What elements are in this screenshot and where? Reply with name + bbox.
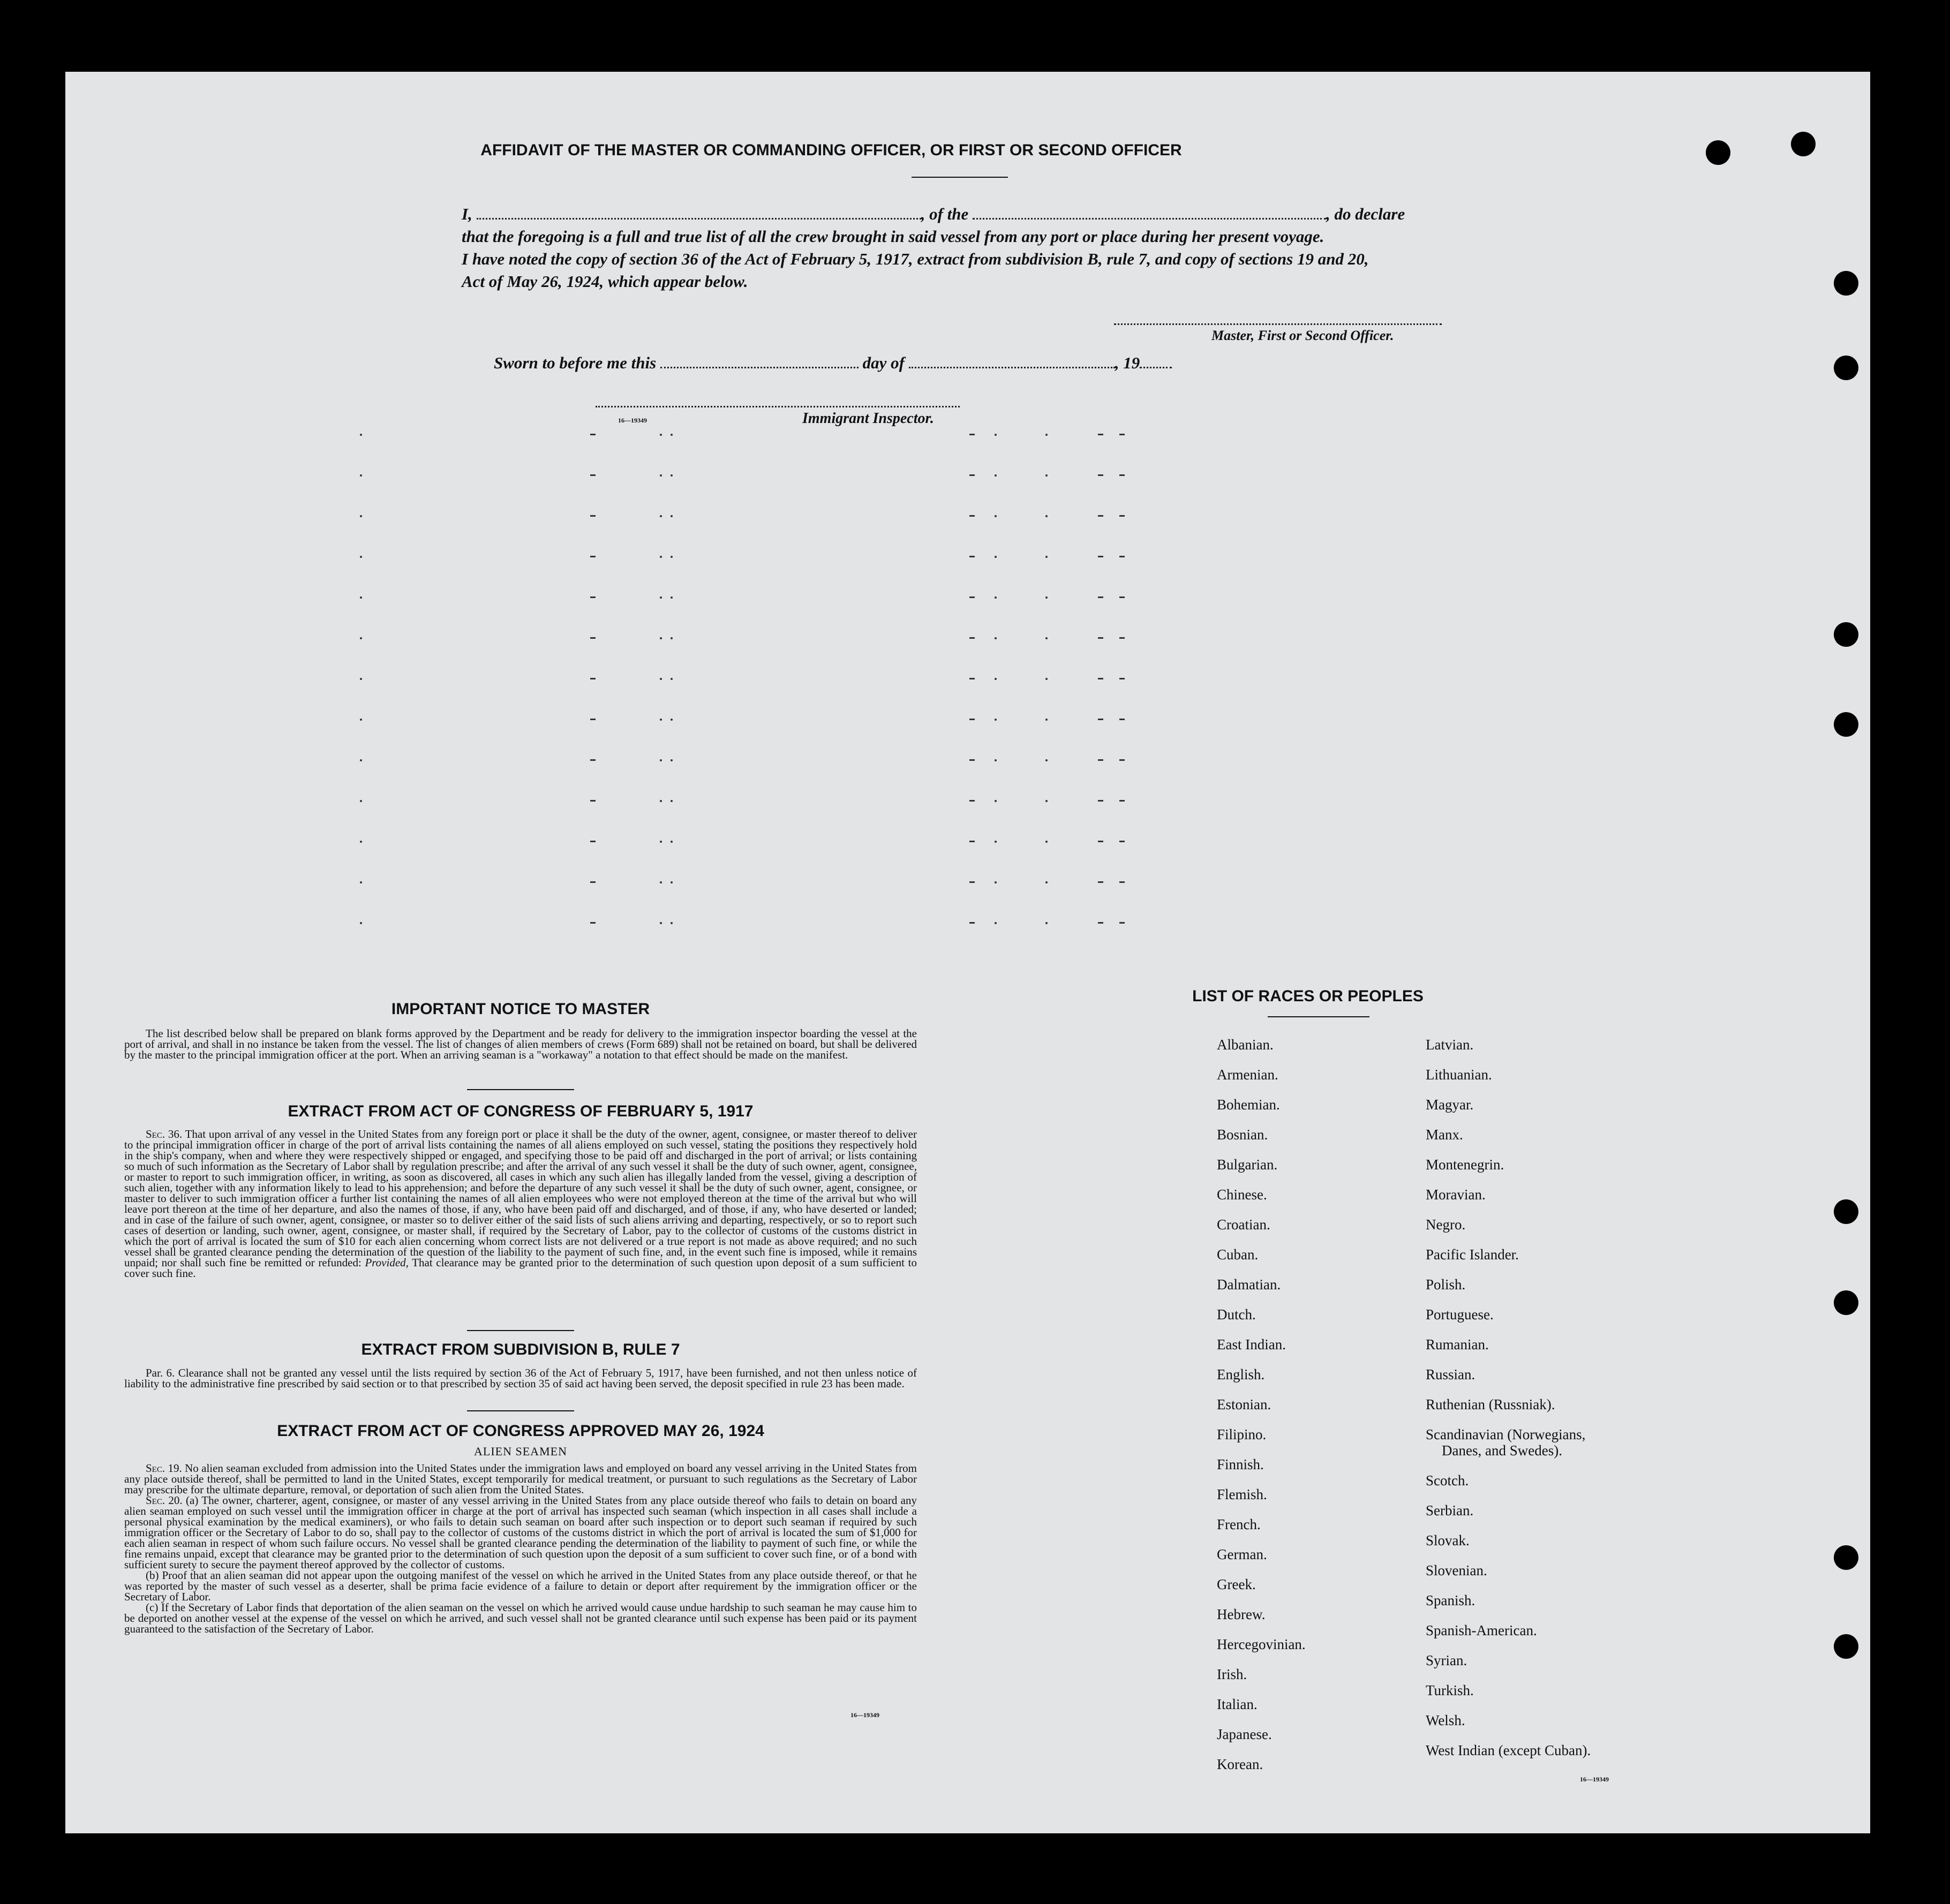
scan-mark — [671, 800, 673, 802]
race-item: Welsh. — [1426, 1712, 1465, 1728]
alien-seamen-subheading: ALIEN SEAMEN — [474, 1445, 567, 1458]
scan-mark — [660, 556, 662, 558]
scan-mark — [360, 434, 362, 436]
affidavit-line-1 — [462, 205, 1533, 224]
notice-text — [124, 1028, 917, 1060]
scan-mark — [660, 434, 662, 436]
race-item: Dalmatian. — [1217, 1276, 1281, 1293]
scan-mark — [671, 434, 673, 436]
scan-mark — [360, 637, 362, 639]
race-item: Spanish-American. — [1426, 1622, 1537, 1638]
scan-mark — [995, 637, 997, 639]
title-underline — [912, 177, 1008, 178]
rule-7-text — [124, 1367, 917, 1389]
scan-mark — [671, 719, 673, 721]
race-item: Negro. — [1426, 1217, 1466, 1233]
scan-mark — [671, 596, 673, 599]
section-divider — [467, 1410, 574, 1411]
scan-mark — [590, 678, 596, 679]
inspector-form-number: 16—19349 — [618, 417, 647, 424]
day-of-label: day of — [862, 353, 905, 372]
sworn-year-field[interactable] — [1140, 367, 1172, 368]
scan-mark — [660, 678, 662, 680]
scan-mark — [1045, 637, 1048, 639]
scan-mark — [360, 719, 362, 721]
scan-mark — [1098, 515, 1103, 517]
scan-mark — [1045, 515, 1048, 517]
race-item: Ruthenian (Russniak). — [1426, 1396, 1555, 1412]
punch-hole-icon — [1834, 1634, 1858, 1659]
punch-hole-icon — [1834, 1545, 1858, 1570]
scan-mark — [995, 881, 997, 883]
scan-mark — [1098, 922, 1103, 924]
scan-mark — [590, 800, 596, 802]
scan-mark — [1119, 637, 1125, 639]
race-item: Bosnian. — [1217, 1127, 1268, 1143]
scan-mark — [590, 922, 596, 924]
scan-mark — [995, 434, 997, 436]
signature-label: Master, First or Second Officer. — [1211, 328, 1394, 343]
scan-mark — [1045, 434, 1048, 436]
scan-mark — [995, 800, 997, 802]
scan-mark — [969, 678, 975, 679]
scan-mark — [969, 515, 975, 517]
scan-mark — [969, 922, 975, 924]
inspector-label: Immigrant Inspector. — [802, 410, 934, 427]
race-item: Serbian. — [1426, 1502, 1474, 1518]
race-item: Filipino. — [1217, 1426, 1267, 1442]
of-the-label: , of the — [921, 205, 969, 223]
scan-mark — [1098, 596, 1103, 598]
punch-hole-icon — [1834, 622, 1858, 647]
scan-mark — [671, 678, 673, 680]
sworn-line — [494, 353, 1172, 373]
scan-mark — [995, 759, 997, 761]
affidavit-line-3: I have noted the copy of section 36 of the Act of February 5, 1917, extract from subdivision B, rule 7, and copy of sections 19 and 20, — [462, 250, 1369, 268]
scan-mark — [1098, 719, 1103, 720]
race-item: English. — [1217, 1366, 1265, 1382]
scan-mark — [995, 841, 997, 843]
scan-mark — [360, 474, 362, 477]
punch-hole-icon — [1834, 1199, 1858, 1224]
scan-mark — [1098, 881, 1103, 883]
scan-mark — [1119, 474, 1125, 476]
scan-mark — [590, 841, 596, 842]
scan-mark — [360, 678, 362, 680]
scan-mark — [1045, 678, 1048, 680]
scan-mark — [995, 596, 997, 599]
scan-mark — [1098, 759, 1103, 761]
race-item: Chinese. — [1217, 1187, 1267, 1203]
race-item: Albanian. — [1217, 1037, 1274, 1053]
race-item: Japanese. — [1217, 1726, 1272, 1742]
scan-mark — [1045, 759, 1048, 761]
race-item: Hercegovinian. — [1217, 1636, 1306, 1652]
sworn-day-field[interactable] — [660, 367, 859, 368]
scan-mark — [660, 922, 662, 924]
extract-1924-text — [124, 1463, 917, 1634]
scan-mark — [969, 596, 975, 598]
scan-mark — [671, 556, 673, 558]
scan-mark — [671, 922, 673, 924]
race-item: Cuban. — [1217, 1246, 1259, 1263]
scan-mark — [1119, 759, 1125, 761]
race-item: Estonian. — [1217, 1396, 1271, 1412]
scan-mark — [1119, 678, 1125, 679]
punch-hole-icon — [1834, 712, 1858, 737]
scan-mark — [590, 434, 596, 435]
scan-mark — [671, 637, 673, 639]
scan-mark — [360, 800, 362, 802]
scan-mark — [671, 759, 673, 761]
race-item: Scandinavian (Norwegians, — [1426, 1426, 1586, 1442]
race-item: Dutch. — [1217, 1306, 1256, 1323]
scan-mark — [660, 515, 662, 517]
scan-mark — [1098, 556, 1103, 557]
rule-7-body: Par. 6. Clearance shall not be granted any vessel until the lists required by section 36 of the Act of February 5, 1917, have been furnished, and not then unless notice of liability to the administrative fine prescribed by said section or to that prescribed by section 35 of said act having been served, the deposit specified in rule 23 has been made. — [124, 1366, 917, 1390]
race-item: East Indian. — [1217, 1336, 1286, 1353]
scan-mark — [1119, 719, 1125, 720]
sec-20c-body: (c) If the Secretary of Labor finds that deportation of the alien seaman on the vessel on which he arrived would cause undue hardship to such seaman he may cause him to be deported on another vessel at the expense of the vessel on which he arrived, and such vessel shall not be granted clearance until such expense has been paid or its payment guaranteed to the satisfaction of the Secretary of Labor. — [124, 1601, 917, 1635]
race-item: Spanish. — [1426, 1592, 1475, 1608]
scan-mark — [360, 596, 362, 599]
race-item: Scotch. — [1426, 1472, 1469, 1489]
race-item: Hebrew. — [1217, 1606, 1266, 1622]
name-field[interactable] — [477, 218, 921, 220]
scan-mark — [1045, 719, 1048, 721]
scan-mark — [995, 474, 997, 477]
scan-mark — [360, 556, 362, 558]
scan-mark — [1045, 474, 1048, 477]
scan-mark — [1119, 800, 1125, 802]
form-sheet — [65, 72, 1870, 1833]
do-declare-label: , do declare — [1326, 205, 1405, 223]
scan-mark — [590, 759, 596, 761]
scan-mark — [671, 881, 673, 883]
scan-mark — [995, 556, 997, 558]
race-item: Turkish. — [1426, 1682, 1474, 1698]
race-item: Lithuanian. — [1426, 1067, 1492, 1083]
punch-hole-icon — [1706, 140, 1730, 165]
scan-mark — [969, 881, 975, 883]
scan-mark — [1098, 637, 1103, 639]
race-item: Croatian. — [1217, 1217, 1270, 1233]
punch-hole-icon — [1834, 1290, 1858, 1315]
scan-mark — [995, 719, 997, 721]
race-item: Italian. — [1217, 1696, 1258, 1712]
punch-hole-icon — [1791, 132, 1816, 156]
race-item: Magyar. — [1426, 1097, 1474, 1113]
affidavit-line-2: that the foregoing is a full and true list of all the crew brought in said vessel from any port or place during her present voyage. — [462, 227, 1324, 246]
race-item: Greek. — [1217, 1576, 1256, 1592]
scan-mark — [360, 759, 362, 761]
extract-1917-text — [124, 1129, 917, 1279]
race-item: West Indian (except Cuban). — [1426, 1742, 1591, 1758]
race-item: Portuguese. — [1426, 1306, 1494, 1323]
race-item: French. — [1217, 1516, 1261, 1532]
race-item: Flemish. — [1217, 1486, 1267, 1502]
punch-hole-icon — [1834, 356, 1858, 380]
rule-7-heading: EXTRACT FROM SUBDIVISION B, RULE 7 — [361, 1341, 680, 1358]
scan-mark — [1119, 515, 1125, 517]
scan-mark — [660, 596, 662, 599]
race-item: Armenian. — [1217, 1067, 1278, 1083]
scan-mark — [1119, 922, 1125, 924]
scan-mark — [360, 922, 362, 924]
scan-mark — [1045, 922, 1048, 924]
races-form-number: 16—19349 — [1580, 1775, 1609, 1783]
vessel-field[interactable] — [973, 218, 1326, 220]
scan-mark — [660, 719, 662, 721]
scan-mark — [1045, 556, 1048, 558]
race-item: Bohemian. — [1217, 1097, 1280, 1113]
races-underline — [1268, 1016, 1369, 1017]
sec-36-body: That upon arrival of any vessel in the United States from any foreign port or place it shall be the duty of the owner, agent, consignee, or master thereof to deliver to the principal immigration officer in charge of the port of arrival lists containing the names of all aliens employed on such vessel, stating the positions they respectively hold in the ship's company, when and where they were respectively shipped or engaged, and specifying those to be paid off and discharged in the port of arrival; or lists containing so much of such information as the Secretary of Labor shall by regulation prescribe; and after the arrival of any such vessel it shall be the duty of such owner, agent, consignee, or master to report to such immigration officer, in writing, as soon as discovered, all cases in which any such alien has illegally landed from the vessel, giving a description of such alien, together with any information likely to lead to his apprehension; and before the departure of any such vessel it shall be the duty of such owner, agent, consignee, or master to deliver to such immigration officer a further list containing the names of all alien employees who were not employed thereon at the time of the arrival but who will leave port thereon at the time of her departure, and also the names of those, if any, who have been paid off and discharged, and of those, if any, who have deserted or landed; and in case of the failure of such owner, agent, consignee, or master so to deliver either of the said lists of such aliens arriving and departing, respectively, or so to report such cases of desertion or landing, such owner, agent, consignee, or master shall, if required by the Secretary of Labor, pay to the collector of customs of the customs district in which the port of arrival is located the sum of $10 for each alien concerning whom correct lists are not delivered or a true report is not made as above required; and no such vessel shall be granted clearance pending the determination of the question of the liability to the payment of such fine, and, in the event such fine is imposed, while it remains unpaid; nor shall such fine be remitted or refunded: — [124, 1128, 917, 1269]
scan-mark — [660, 637, 662, 639]
scan-mark — [969, 556, 975, 557]
race-item: Latvian. — [1426, 1037, 1474, 1053]
races-heading: LIST OF RACES OR PEOPLES — [1192, 987, 1424, 1005]
scan-mark — [1119, 596, 1125, 598]
inspector-signature-line[interactable] — [596, 406, 960, 407]
scan-mark — [590, 596, 596, 598]
i-label: I, — [462, 205, 472, 223]
race-item: Montenegrin. — [1426, 1157, 1504, 1173]
race-item: Danes, and Swedes). — [1442, 1442, 1562, 1459]
race-item: Slovak. — [1426, 1532, 1470, 1548]
section-divider — [467, 1330, 574, 1331]
race-item: Irish. — [1217, 1666, 1247, 1682]
scan-mark — [1098, 474, 1103, 476]
scan-mark — [995, 515, 997, 517]
affidavit-line-4: Act of May 26, 1924, which appear below. — [462, 272, 748, 291]
scan-mark — [660, 474, 662, 477]
scan-mark — [969, 841, 975, 842]
scan-mark — [1045, 841, 1048, 843]
scan-mark — [1098, 841, 1103, 842]
scan-mark — [360, 881, 362, 883]
sec-36-end: That clearance may be granted prior to the determination of such question upon deposit of a sum sufficient to cover such fine. — [124, 1256, 917, 1280]
provided-label: Provided, — [365, 1256, 409, 1269]
scan-mark — [1098, 434, 1103, 435]
scan-mark — [1045, 800, 1048, 802]
scan-mark — [590, 474, 596, 476]
scan-mark — [660, 800, 662, 802]
signature-line[interactable] — [1114, 323, 1442, 325]
affidavit-title: AFFIDAVIT OF THE MASTER OR COMMANDING OFFICER, OR FIRST OR SECOND OFFICER — [480, 141, 1182, 159]
scan-mark — [1045, 881, 1048, 883]
scan-mark — [590, 515, 596, 517]
scan-mark — [1119, 434, 1125, 435]
extract-1917-heading: EXTRACT FROM ACT OF CONGRESS OF FEBRUARY 5, 1917 — [288, 1102, 754, 1120]
race-item: Finnish. — [1217, 1456, 1264, 1472]
sec-20a-body: (a) The owner, charterer, agent, consignee, or master of any vessel arriving in the United States from any place outside thereof who fails to detain on board any alien seaman employed on such vessel until the immigration officer in charge at the port of arrival has inspected such seaman (which inspection in all cases shall include a personal physical examination by the medical examiners), or who fails to detain such seaman on board after such inspection or to deport such seaman if required by such immigration officer or the Secretary of Labor to do so, shall pay to the collector of customs of the customs district in which the port of arrival is located the sum of $1,000 for each alien seaman in respect of whom such failure occurs. No vessel shall be granted clearance pending the determination of the liability to payment of such fine, or while the fine remains unpaid, except that clearance may be granted prior to the determination of such question upon the deposit of a sum sufficient to cover such fine, or of a bond with sufficient surety to secure the payment thereof approved by the collector of customs. — [124, 1494, 917, 1571]
notice-heading: IMPORTANT NOTICE TO MASTER — [391, 1000, 650, 1018]
sec-20b-body: (b) Proof that an alien seaman did not appear upon the outgoing manifest of the vessel on which he arrived in the United States from any place outside thereof, or that he was reported by the master of such vessel as a deserter, shall be prima facie evidence of a failure to detain or deport after requirement by the immigration officer or the Secretary of Labor. — [124, 1569, 917, 1603]
scan-mark — [969, 800, 975, 802]
scan-mark — [360, 515, 362, 517]
scan-mark — [360, 841, 362, 843]
scan-mark — [1098, 800, 1103, 802]
sworn-label: Sworn to before me this — [494, 353, 657, 372]
race-item: Korean. — [1217, 1756, 1263, 1772]
scan-mark — [590, 556, 596, 557]
race-item: Polish. — [1426, 1276, 1466, 1293]
scan-mark — [1119, 841, 1125, 842]
scan-mark — [969, 434, 975, 435]
race-item: Russian. — [1426, 1366, 1475, 1382]
legal-form-number: 16—19349 — [850, 1711, 879, 1719]
scan-mark — [671, 515, 673, 517]
race-item: German. — [1217, 1546, 1267, 1562]
scan-mark — [660, 841, 662, 843]
race-item: Syrian. — [1426, 1652, 1467, 1668]
scan-mark — [671, 474, 673, 477]
scan-mark — [995, 922, 997, 924]
sec-36-label: Sec. 36. — [146, 1128, 183, 1140]
scan-mark — [1119, 881, 1125, 883]
race-item: Slovenian. — [1426, 1562, 1487, 1578]
race-item: Bulgarian. — [1217, 1157, 1278, 1173]
scan-mark — [969, 637, 975, 639]
scan-mark — [660, 881, 662, 883]
extract-1924-heading: EXTRACT FROM ACT OF CONGRESS APPROVED MAY 26, 1924 — [277, 1422, 764, 1440]
section-divider — [467, 1089, 574, 1090]
scan-mark — [590, 719, 596, 720]
scan-mark — [590, 881, 596, 883]
sec-20-label: Sec. 20. — [146, 1494, 183, 1507]
race-item: Manx. — [1426, 1127, 1463, 1143]
scan-mark — [1119, 556, 1125, 557]
race-item: Pacific Islander. — [1426, 1246, 1519, 1263]
sec-19-body: No alien seaman excluded from admission into the United States under the immigration laws and employed on board any vessel arriving in the United States from any place outside thereof, shall be permitted to land in the United States, except temporarily for medical treatment, or pursuant to such regulations as the Secretary of Labor may prescribe for the ultimate departure, removal, or deportation of such alien from the United States. — [124, 1462, 917, 1496]
scan-mark — [660, 759, 662, 761]
scan-mark — [969, 474, 975, 476]
notice-body: The list described below shall be prepared on blank forms approved by the Department and be ready for delivery to the immigration inspector boarding the vessel at the port of arrival, and shall in no instance be taken from the vessel. The list of changes of alien members of crews (Form 689) shall not be retained on board, but shall be delivered by the master to the principal immigration officer at the port. When an arriving seaman is a "workaway" a notation to that effect should be made on the manifest. — [124, 1027, 917, 1061]
scan-mark — [590, 637, 596, 639]
scan-mark — [1098, 678, 1103, 679]
sec-19-label: Sec. 19. — [146, 1462, 182, 1475]
scan-mark — [671, 841, 673, 843]
scan-mark — [969, 759, 975, 761]
year-label: , 19 — [1115, 353, 1140, 372]
race-item: Moravian. — [1426, 1187, 1486, 1203]
scan-mark — [969, 719, 975, 720]
race-item: Rumanian. — [1426, 1336, 1489, 1353]
punch-hole-icon — [1834, 271, 1858, 296]
scan-mark — [1045, 596, 1048, 599]
sworn-month-field[interactable] — [909, 367, 1115, 368]
scan-mark — [995, 678, 997, 680]
